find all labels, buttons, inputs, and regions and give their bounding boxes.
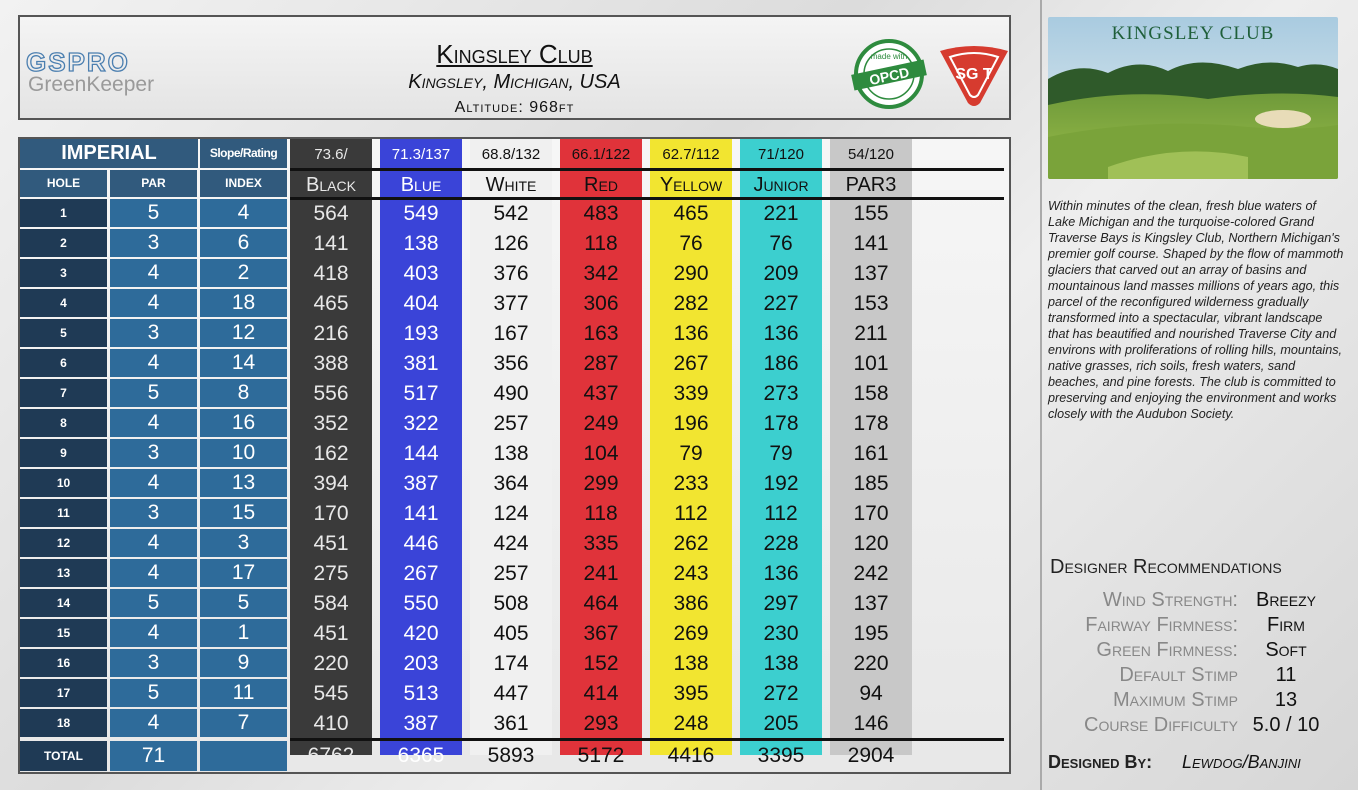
par-total: 71 xyxy=(110,741,197,771)
hole-par: 4 xyxy=(110,619,197,647)
tee-yardage: 136 xyxy=(763,322,799,345)
tee-yardage: 249 xyxy=(583,412,619,435)
tee-yardage: 387 xyxy=(403,472,439,495)
designer-recommendations-title: Designer Recommendations xyxy=(1050,556,1282,578)
tee-rating-blue: 71.3/137 xyxy=(391,146,451,163)
tee-total-junior: 3395 xyxy=(757,744,805,767)
tee-yardage: 163 xyxy=(583,322,619,345)
hole-index: 2 xyxy=(200,259,287,287)
tee-yardage: 137 xyxy=(853,262,889,285)
par-header: PAR xyxy=(110,170,197,197)
tee-yardage: 170 xyxy=(853,502,889,525)
hole-index: 11 xyxy=(200,679,287,707)
course-title: Kingsley Club xyxy=(436,39,593,69)
hole-number: 6 xyxy=(20,349,107,377)
tee-yardage: 322 xyxy=(403,412,439,435)
tee-yardage: 193 xyxy=(403,322,439,345)
course-description: Within minutes of the clean, fresh blue waters of Lake Michigan and the turquoise-colored Grand Traverse Bays is Kingsley Club, Northern Michigan's premier golf course. Shaped by the flow of mammoth glaciers that carved out an array of basins and mountainous land masses millions of years ago, this parcel of the reconfigured wilderness gradually transformed into a spectacular, vibrant landscape that has beautified and nourished Traverse City and environs with proliferations of rolling hills, mountains, native grasses, rich soils, fresh waters, sand beaches, and pine forests. The club is committed to preserving and enjoying the environment and works closely with the Audubon Society. xyxy=(1048,199,1344,421)
hole-index: 1 xyxy=(200,619,287,647)
tee-yardage: 549 xyxy=(403,202,439,225)
tee-name-par3: PAR3 xyxy=(845,174,897,196)
tee-name-yellow: Yellow xyxy=(659,174,723,196)
tee-yardage: 381 xyxy=(403,352,439,375)
tee-yardage: 141 xyxy=(853,232,889,255)
tee-yardage: 141 xyxy=(313,232,349,255)
hole-par: 4 xyxy=(110,349,197,377)
tee-yardage: 230 xyxy=(763,622,799,645)
tee-yardage: 203 xyxy=(403,652,439,675)
tee-yardage: 124 xyxy=(493,502,529,525)
hole-par: 4 xyxy=(110,529,197,557)
hole-index: 9 xyxy=(200,649,287,677)
tee-yardage: 178 xyxy=(763,412,799,435)
tee-rating-par3: 54/120 xyxy=(848,146,894,163)
tee-yardage: 287 xyxy=(583,352,619,375)
tee-yardage: 465 xyxy=(313,292,349,315)
tee-yardage: 306 xyxy=(583,292,619,315)
tee-yardage: 158 xyxy=(853,382,889,405)
recommendation-label: Green Firmness: xyxy=(1096,639,1238,661)
recommendation-value: Breezy xyxy=(1255,589,1316,611)
tee-yardage: 167 xyxy=(493,322,529,345)
header-rule-bottom xyxy=(290,197,1004,200)
tee-yardage: 141 xyxy=(403,502,439,525)
hole-par: 3 xyxy=(110,439,197,467)
tee-yardage: 273 xyxy=(763,382,799,405)
hole-par: 4 xyxy=(110,469,197,497)
greenkeeper-logo: GreenKeeper xyxy=(28,73,155,96)
total-rule xyxy=(290,738,1004,741)
tee-total-red: 5172 xyxy=(577,744,625,767)
hole-number: 3 xyxy=(20,259,107,287)
hole-index: 12 xyxy=(200,319,287,347)
recommendation-value: 5.0 / 10 xyxy=(1252,714,1320,736)
tee-yardage: 451 xyxy=(313,532,349,555)
opcd-badge-top: made with xyxy=(870,52,908,61)
tee-yardage: 290 xyxy=(673,262,709,285)
tee-yardage: 233 xyxy=(673,472,709,495)
tee-yardage: 424 xyxy=(493,532,529,555)
index-header: INDEX xyxy=(200,170,287,197)
tee-yardage: 216 xyxy=(313,322,349,345)
tee-yardage: 257 xyxy=(493,562,529,585)
hole-index: 17 xyxy=(200,559,287,587)
hole-index: 15 xyxy=(200,499,287,527)
hole-par: 5 xyxy=(110,679,197,707)
hole-index: 18 xyxy=(200,289,287,317)
tee-yardage: 410 xyxy=(313,712,349,735)
tee-yardage: 404 xyxy=(403,292,439,315)
tee-yardage: 195 xyxy=(853,622,889,645)
tee-yardage: 356 xyxy=(493,352,529,375)
tee-yardage: 339 xyxy=(673,382,709,405)
hole-number: 1 xyxy=(20,199,107,227)
tee-yardage: 192 xyxy=(763,472,799,495)
course-altitude: Altitude: 968ft xyxy=(454,99,575,116)
photo-title: KINGSLEY CLUB xyxy=(1111,23,1275,44)
tee-yardage: 137 xyxy=(853,592,889,615)
tee-yardage: 418 xyxy=(313,262,349,285)
hole-par: 5 xyxy=(110,199,197,227)
tee-total-yellow: 4416 xyxy=(667,744,715,767)
tee-name-blue: Blue xyxy=(400,174,442,196)
tee-yardage: 272 xyxy=(763,682,799,705)
tee-yardage: 243 xyxy=(673,562,709,585)
opcd-badge-main: OPCD xyxy=(867,63,911,89)
tee-name-black: Black xyxy=(306,174,356,196)
tee-yardage: 282 xyxy=(673,292,709,315)
hole-par: 4 xyxy=(110,259,197,287)
index-total-blank xyxy=(200,741,287,771)
tee-total-black: 6762 xyxy=(307,744,355,767)
tee-yardage: 144 xyxy=(403,442,439,465)
hole-par: 4 xyxy=(110,559,197,587)
tee-yardage: 185 xyxy=(853,472,889,495)
course-header xyxy=(18,15,1011,120)
tee-yardage: 186 xyxy=(763,352,799,375)
tee-yardage: 269 xyxy=(673,622,709,645)
hole-par: 3 xyxy=(110,319,197,347)
tee-yardage: 465 xyxy=(673,202,709,225)
hole-number: 5 xyxy=(20,319,107,347)
hole-index: 7 xyxy=(200,709,287,737)
tee-yardage: 335 xyxy=(583,532,619,555)
tee-rating-red: 66.1/122 xyxy=(571,146,631,163)
designed-by-value: Lewdog/Banjini xyxy=(1182,752,1301,772)
tee-yardage: 170 xyxy=(313,502,349,525)
sgt-badge-icon xyxy=(936,43,1012,107)
hole-number: 16 xyxy=(20,649,107,677)
tee-yardage: 220 xyxy=(853,652,889,675)
tee-yardage: 420 xyxy=(403,622,439,645)
hole-par: 4 xyxy=(110,409,197,437)
tee-yardage: 542 xyxy=(493,202,529,225)
hole-par: 4 xyxy=(110,709,197,737)
tee-yardage: 257 xyxy=(493,412,529,435)
hole-par: 3 xyxy=(110,649,197,677)
tee-yardage: 517 xyxy=(403,382,439,405)
hole-number: 11 xyxy=(20,499,107,527)
hole-number: 2 xyxy=(20,229,107,257)
tee-yardage: 126 xyxy=(493,232,529,255)
hole-index: 6 xyxy=(200,229,287,257)
hole-index: 3 xyxy=(200,529,287,557)
course-location: Kingsley, Michigan, USA xyxy=(408,71,621,93)
tee-yardage: 112 xyxy=(764,502,798,525)
hole-number: 7 xyxy=(20,379,107,407)
scorecard xyxy=(18,137,1011,774)
tee-rating-black: 73.6/ xyxy=(314,146,348,163)
tee-yardage: 101 xyxy=(853,352,889,375)
tee-yardage: 76 xyxy=(679,232,703,255)
recommendation-label: Maximum Stimp xyxy=(1113,689,1238,711)
gspro-logo: GSPRO xyxy=(26,47,130,77)
course-photo xyxy=(1048,17,1338,179)
hole-index: 8 xyxy=(200,379,287,407)
hole-par: 3 xyxy=(110,499,197,527)
hole-number: 14 xyxy=(20,589,107,617)
tee-yardage: 112 xyxy=(674,502,708,525)
tee-name-white: White xyxy=(485,174,537,196)
tee-rating-white: 68.8/132 xyxy=(481,146,541,163)
tee-yardage: 228 xyxy=(763,532,799,555)
tee-yardage: 394 xyxy=(313,472,349,495)
tee-yardage: 136 xyxy=(673,322,709,345)
hole-number: 17 xyxy=(20,679,107,707)
tee-yardage: 94 xyxy=(859,682,883,705)
tee-yardage: 146 xyxy=(853,712,889,735)
tee-yardage: 221 xyxy=(763,202,799,225)
tee-yardage: 118 xyxy=(584,232,618,255)
tee-yardage: 138 xyxy=(403,232,439,255)
tee-yardage: 395 xyxy=(673,682,709,705)
total-label: TOTAL xyxy=(20,741,107,771)
hole-par: 5 xyxy=(110,379,197,407)
tee-yardage: 414 xyxy=(583,682,619,705)
tee-yardage: 220 xyxy=(313,652,349,675)
recommendation-label: Fairway Firmness: xyxy=(1085,614,1238,636)
tee-total-white: 5893 xyxy=(487,744,535,767)
tee-yardage: 196 xyxy=(673,412,709,435)
tee-yardage: 138 xyxy=(763,652,799,675)
tee-yardage: 138 xyxy=(673,652,709,675)
tee-yardage: 377 xyxy=(493,292,529,315)
hole-par: 4 xyxy=(110,289,197,317)
tee-yardage: 447 xyxy=(493,682,529,705)
tee-yardage: 437 xyxy=(583,382,619,405)
tee-yardage: 550 xyxy=(403,592,439,615)
hole-number: 4 xyxy=(20,289,107,317)
hole-par: 5 xyxy=(110,589,197,617)
hole-number: 9 xyxy=(20,439,107,467)
tee-yardage: 155 xyxy=(853,202,889,225)
tee-total-blue: 6365 xyxy=(397,744,445,767)
tee-yardage: 367 xyxy=(583,622,619,645)
hole-number: 15 xyxy=(20,619,107,647)
tee-yardage: 79 xyxy=(679,442,703,465)
tee-yardage: 118 xyxy=(584,502,618,525)
designed-by-label: Designed By: xyxy=(1048,752,1153,772)
tee-yardage: 376 xyxy=(493,262,529,285)
hole-number: 8 xyxy=(20,409,107,437)
hole-par: 3 xyxy=(110,229,197,257)
tee-yardage: 227 xyxy=(763,292,799,315)
tee-yardage: 205 xyxy=(763,712,799,735)
tee-yardage: 120 xyxy=(853,532,889,555)
tee-yardage: 161 xyxy=(853,442,889,465)
tee-yardage: 352 xyxy=(313,412,349,435)
header-rule-top xyxy=(290,168,1004,171)
tee-yardage: 513 xyxy=(403,682,439,705)
tee-yardage: 211 xyxy=(854,322,888,345)
tee-yardage: 545 xyxy=(313,682,349,705)
tee-yardage: 451 xyxy=(313,622,349,645)
tee-total-par3: 2904 xyxy=(847,744,895,767)
tee-rating-junior: 71/120 xyxy=(758,146,804,163)
tee-yardage: 299 xyxy=(583,472,619,495)
tee-yardage: 209 xyxy=(763,262,799,285)
recommendation-value: 13 xyxy=(1274,689,1298,711)
tee-yardage: 483 xyxy=(583,202,619,225)
recommendation-value: 11 xyxy=(1275,664,1297,686)
tee-yardage: 405 xyxy=(493,622,529,645)
tee-yardage: 446 xyxy=(403,532,439,555)
tee-yardage: 138 xyxy=(493,442,529,465)
hole-number: 10 xyxy=(20,469,107,497)
tee-yardage: 241 xyxy=(583,562,619,585)
hole-number: 12 xyxy=(20,529,107,557)
slope-rating-label: Slope/Rating xyxy=(200,139,287,168)
hole-number: 13 xyxy=(20,559,107,587)
tee-yardage: 262 xyxy=(673,532,709,555)
opcd-badge-icon xyxy=(848,39,930,109)
hole-header: HOLE xyxy=(20,170,107,197)
tee-yardage: 403 xyxy=(403,262,439,285)
tee-yardage: 174 xyxy=(493,652,529,675)
sgt-badge-text: SG T xyxy=(955,66,993,83)
tee-yardage: 342 xyxy=(583,262,619,285)
tee-yardage: 76 xyxy=(769,232,793,255)
hole-index: 16 xyxy=(200,409,287,437)
hole-index: 10 xyxy=(200,439,287,467)
tee-yardage: 564 xyxy=(313,202,349,225)
tee-name-junior: Junior xyxy=(753,174,809,196)
tee-yardage: 293 xyxy=(583,712,619,735)
tee-yardage: 267 xyxy=(673,352,709,375)
tee-yardage: 242 xyxy=(853,562,889,585)
tee-yardage: 152 xyxy=(583,652,619,675)
hole-number: 18 xyxy=(20,709,107,737)
tee-yardage: 584 xyxy=(313,592,349,615)
tee-yardage: 267 xyxy=(403,562,439,585)
recommendation-label: Wind Strength: xyxy=(1102,589,1238,611)
tee-name-red: Red xyxy=(584,174,618,196)
tee-yardage: 104 xyxy=(583,442,619,465)
tee-yardage: 136 xyxy=(763,562,799,585)
hole-index: 4 xyxy=(200,199,287,227)
tee-yardage: 79 xyxy=(769,442,793,465)
tee-yardage: 361 xyxy=(493,712,529,735)
tee-yardage: 387 xyxy=(403,712,439,735)
tee-yardage: 178 xyxy=(853,412,889,435)
recommendation-label: Course Difficulty xyxy=(1084,714,1238,736)
tee-yardage: 388 xyxy=(313,352,349,375)
tee-yardage: 248 xyxy=(673,712,709,735)
hole-index: 14 xyxy=(200,349,287,377)
tee-yardage: 464 xyxy=(583,592,619,615)
recommendation-value: Soft xyxy=(1265,639,1307,661)
tee-yardage: 386 xyxy=(673,592,709,615)
tee-yardage: 275 xyxy=(313,562,349,585)
tee-yardage: 508 xyxy=(493,592,529,615)
tee-yardage: 364 xyxy=(493,472,529,495)
tee-yardage: 297 xyxy=(763,592,799,615)
tee-rating-yellow: 62.7/112 xyxy=(662,146,720,163)
imperial-label: IMPERIAL xyxy=(20,139,198,168)
tee-yardage: 153 xyxy=(853,292,889,315)
tee-yardage: 490 xyxy=(493,382,529,405)
hole-index: 5 xyxy=(200,589,287,617)
tee-yardage: 162 xyxy=(313,442,349,465)
tee-yardage: 556 xyxy=(313,382,349,405)
recommendation-value: Firm xyxy=(1267,614,1305,636)
recommendation-label: Default Stimp xyxy=(1119,664,1238,686)
hole-index: 13 xyxy=(200,469,287,497)
